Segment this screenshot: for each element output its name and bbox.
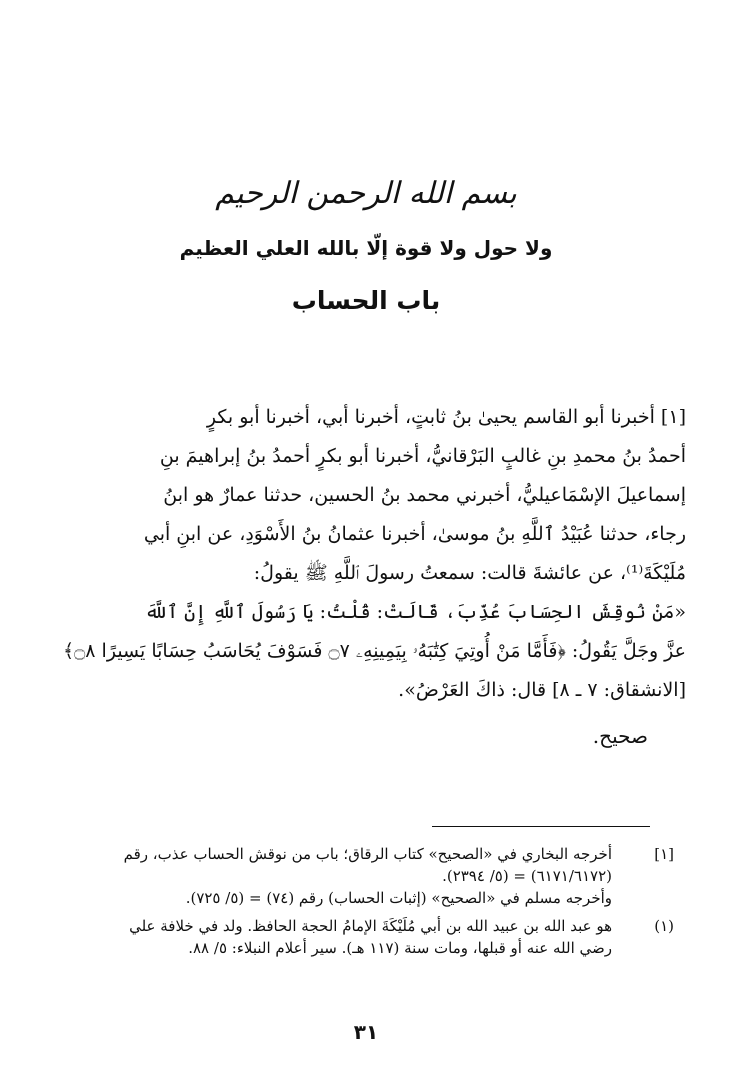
footnote-item [44,915,674,959]
footnote-number: (١) [654,917,674,935]
basmala-heading: بسم الله الرحمن الرحيم [215,176,517,211]
footnotes-section [44,843,674,965]
hadith-line: رجاء، حدثنا عُبَيْدُ ٱللَّهِ بنُ موسىٰ، أخبرنا عثمانُ بنُ الأَسْوَدِ، عن ابنِ أبي [143,523,686,545]
footnote-line: (٦١٧١/٦١٧٢) = (٥/ ٢٣٩٤). [442,867,612,885]
chapter-title: باب الحساب [291,286,441,315]
hadith-line: إسماعيلَ الإسْمَاعيليُّ، أخبرني محمد بنُ الحسين، حدثنا عمارٌ هو ابنُ [163,484,686,506]
hadith-verdict: صحيح. [592,724,648,748]
hadith-line: أحمدُ بنُ محمدِ بنِ غالبٍ البَرْقانيُّ، أخبرنا أبو بكرٍ أحمدُ بنُ إبراهيمَ بنِ [159,445,686,467]
hadith-line: «مَنْ نُوقِشَ الحِسَابَ عُذِّبَ، قَالَتْ: قُلْتُ: يَا رَسُولَ ٱللَّهِ إِنَّ ٱللَّهَ [144,601,686,623]
hadith-line: عزَّ وجَلَّ يَقُولُ: ﴿فَأَمَّا مَنْ أُوتِيَ كِتَٰبَهُۥ بِيَمِينِهِۦ ۝٧ فَسَوْفَ يُحَاسَبُ حِسَابًا يَسِيرًا ۝٨﴾ [63,640,686,662]
footnote-line: أخرجه البخاري في «الصحيح» كتاب الرقاق؛ باب من نوقش الحساب عذب، رقم [123,845,612,863]
footnote-item [44,843,674,909]
hadith-line: مُلَيْكَةَ⁽¹⁾، عن عائشةَ قالت: سمعتُ رسولَ ٱللَّهِ ﷺ يقولُ: [253,562,686,584]
footnote-line: هو عبد الله بن عبيد الله بن أبي مُلَيْكَةَ الإمامُ الحجة الحافظ. ولد في خلافة علي [129,917,612,935]
hadith-line: [الانشقاق: ٧ ـ ٨] قال: ذاكَ العَرْضُ». [398,679,686,701]
footnote-number: [١] [654,845,674,863]
hadith-line: [١] أخبرنا أبو القاسم يحيىٰ بنُ ثابتٍ، أخبرنا أبي، أخبرنا أبو بكرٍ [206,406,686,428]
footnote-line: وأخرجه مسلم في «الصحيح» (إثبات الحساب) رقم (٧٤) = (٥/ ٧٢٥). [185,889,612,907]
hawqala-line: ولا حول ولا قوة إلّا بالله العلي العظيم [179,236,553,260]
footnote-line: رضي الله عنه أو قبلها، ومات سنة (١١٧ هـ). سير أعلام النبلاء: ٥/ ٨٨. [188,939,612,957]
footnote-separator [432,826,650,827]
hadith-text [46,398,686,710]
page-number: ٣١ [353,1020,379,1044]
